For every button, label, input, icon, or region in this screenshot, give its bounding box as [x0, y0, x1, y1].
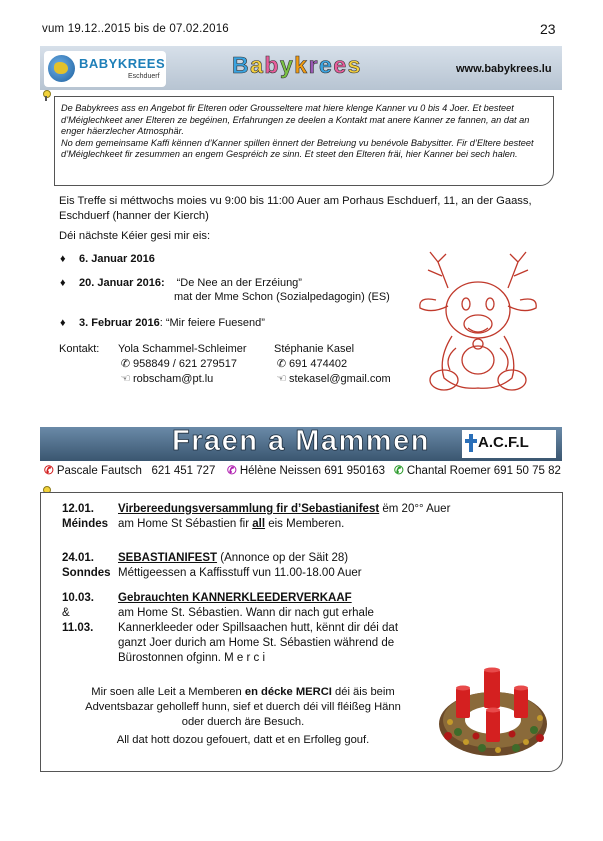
list-item: ♦ 6. Januar 2016 — [60, 253, 155, 265]
list-item: ♦ 3. Februar 2016: “Mir feiere Fuesend” — [60, 317, 265, 329]
next-meetings-label: Déi nächste Kéier gesi mir eis: — [59, 230, 211, 242]
fraen-title: Fraen a Mammen — [172, 425, 430, 457]
meeting-line-2: Eschduerf (hanner der Kierch) — [59, 210, 209, 222]
cross-icon — [465, 434, 477, 452]
thanks-line-2: Adventsbazar geholleff hunn, sief et duerch déi vill fléißeg Hänn — [85, 701, 401, 713]
pushpin-icon — [42, 90, 50, 101]
contact-phone: 691 474402 — [289, 358, 348, 370]
event-ampersand: & — [62, 607, 70, 619]
logo-name: BABYKREES — [79, 56, 166, 71]
contact-name: Chantal Roemer — [406, 465, 491, 477]
telephone-icon: ✆ — [276, 358, 287, 370]
event-date: 11.03. — [62, 622, 94, 634]
advent-wreath-image — [436, 658, 551, 760]
telephone-icon: ✆ — [227, 465, 237, 477]
phone-contact-1 — [44, 463, 215, 477]
babykrees-intro-card — [54, 96, 554, 186]
event-title: Virbereedungsversammlung fir d’Sebastianifest ëm 20°° Auer — [118, 503, 451, 515]
list-item-detail: mat der Mme Schon (Sozialpedagogin) (ES) — [174, 291, 390, 303]
event-detail: Bürostonnen ofginn. M e r c i — [118, 652, 266, 664]
acfl-logo-text: A.C.F.L — [478, 434, 529, 451]
contact-phone: 691 50 75 82 — [493, 465, 561, 477]
list-item: ♦ 20. Januar 2016: “De Nee an der Erzéiung” — [60, 277, 302, 289]
contact-phone: 691 950163 — [324, 465, 385, 477]
thanks-line-3: oder duerch äre Besuch. — [181, 716, 305, 728]
phone-contact-3 — [394, 463, 561, 477]
header-date-range: vum 19.12..2015 bis de 07.02.2016 — [42, 23, 229, 35]
contact-label: Kontakt: — [59, 343, 100, 355]
contact-2 — [274, 342, 391, 387]
contact-phone: 621 451 727 — [151, 465, 216, 477]
meeting-line-1: Eis Treffe si méttwochs moies vu 9:00 bis 11:00 Auer am Porhaus Eschduerf, 11, an der Gaass, — [59, 195, 532, 207]
telephone-icon: ✆ — [44, 465, 54, 477]
event-day: Sonndes — [62, 567, 111, 579]
babykrees-title: Babykrees — [232, 52, 362, 78]
globe-icon — [48, 55, 75, 82]
intro-paragraph-2: No dem gemeinsame Kaffi kënnen d’Kanner spillen ënnert der Betreiung vu benévole Babysitter. Fir d’Eltere besteet d’Méiglechkeet fir zesummen an engem Gespréich ze sinn. Et steet den Elteren fräi, hier Kanner bei sech halen. — [61, 137, 534, 160]
event-title: Gebrauchten KANNERKLEEDERVERKAAF — [118, 592, 352, 604]
event-day: Méindes — [62, 518, 109, 530]
event-detail: am Home St Sébastien fir all eis Memberen. — [118, 518, 345, 530]
event-date: 12.01. — [62, 503, 94, 515]
contact-phone: 958849 / 621 279517 — [133, 358, 237, 370]
event-date: 10.03. — [62, 592, 94, 604]
event-detail: Méttigeessen a Kaffisstuff vun 11.00-18.00 Auer — [118, 567, 362, 579]
page-number: 23 — [540, 21, 556, 37]
thanks-line-4: All dat hott dozou gefouert, datt et en Erfolleg gouf. — [116, 734, 370, 746]
event-title: SEBASTIANIFEST (Annonce op der Säit 28) — [118, 552, 349, 564]
thanks-line-1: Mir soen alle Leit a Memberen en décke MERCI déi äis beim — [91, 686, 395, 698]
phone-contact-2 — [227, 463, 385, 477]
babykrees-url[interactable]: www.babykrees.lu — [456, 63, 552, 75]
logo-subtitle: Eschduerf — [128, 73, 160, 80]
pointing-hand-icon: ☜ — [120, 373, 131, 385]
contact-email[interactable]: robscham@pt.lu — [133, 373, 214, 385]
diamond-bullet-icon: ♦ — [60, 253, 66, 265]
babykrees-logo — [44, 51, 166, 87]
event-detail: am Home St. Sébastien. Wann dir nach gut erhale — [118, 607, 374, 619]
contact-name: Pascale Fautsch — [56, 465, 142, 477]
event-detail: Kannerkleeder oder Spillsaachen hutt, kënnt dir déi dat — [118, 622, 399, 634]
diamond-bullet-icon: ♦ — [60, 277, 66, 289]
telephone-icon: ✆ — [120, 358, 131, 370]
contact-name: Hélène Neissen — [239, 465, 322, 477]
contact-name: Stéphanie Kasel — [274, 343, 355, 355]
intro-paragraph-1: De Babykrees ass en Angebot fir Elteren oder Grousseltere mat hiere klenge Kanner vu 0 bis 4 Joer. Et besteet d’Méiglechkeet aner Elteren ze begéinen, Erfahrungen ze deelen a Kontakt mat anere Kanner ze fannen, an dat an enger häerzlecher Atmosphär. — [61, 103, 530, 137]
contact-1 — [118, 342, 247, 387]
telephone-icon: ✆ — [394, 465, 404, 477]
contact-name: Yola Schammel-Schleimer — [118, 343, 247, 355]
reindeer-illustration — [408, 248, 552, 398]
event-date: 24.01. — [62, 552, 94, 564]
contact-email[interactable]: stekasel@gmail.com — [289, 373, 391, 385]
event-detail: ganzt Joer durich am Home St. Sébastien während de — [118, 637, 395, 649]
pointing-hand-icon: ☜ — [276, 373, 287, 385]
diamond-bullet-icon: ♦ — [60, 317, 66, 329]
